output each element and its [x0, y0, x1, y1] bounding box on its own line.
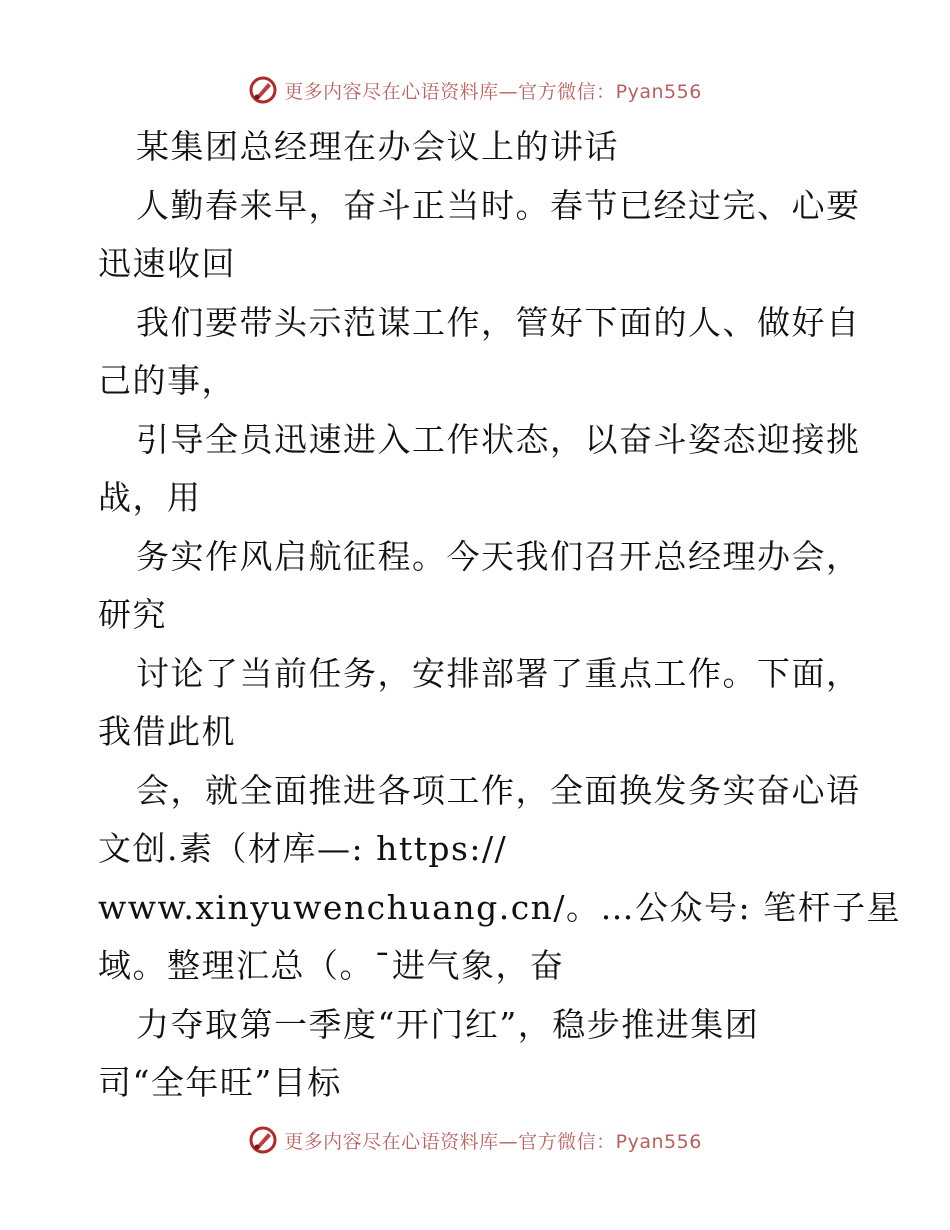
paragraph-line: 己的事， [98, 361, 236, 400]
paragraph-line: 迅速收回 [98, 244, 236, 283]
paragraph-line: 战，用 [98, 478, 202, 517]
paragraph-line: 讨论了当前任务，安排部署了重点工作。下面， [136, 653, 861, 693]
document-title: 某集团总经理在办会议上的讲话 [136, 127, 619, 166]
paragraph-line: 我借此机 [98, 712, 236, 751]
header-watermark-banner [0, 70, 950, 110]
paragraph-line: 引导全员迅速进入工作状态，以奋斗姿态迎接挑 [136, 419, 861, 459]
paragraph-line: 研究 [98, 595, 167, 634]
paragraph-line: 会，就全面推进各项工作，全面换发务实奋心语 [136, 770, 861, 810]
paragraph-line: 司“全年旺”目标 [98, 1063, 342, 1102]
paragraph-line: 人勤春来早，奋斗正当时。春节已经过完、心要 [136, 185, 861, 225]
paragraph-line: 务实作风启航征程。今天我们召开总经理办会， [136, 536, 861, 576]
paragraph-line: 文创.素（材库—: https:// [98, 829, 508, 868]
footer-watermark-banner [0, 1120, 950, 1160]
paragraph-line: 力夺取第一季度“开门红”，稳步推进集团 [136, 1004, 760, 1044]
paragraph-line: 我们要带头示范谋工作，管好下面的人、做好自 [136, 302, 861, 342]
footer-banner-text: 更多内容尽在心语资料库—官方微信：Pyan556 [284, 1130, 702, 1153]
brush-logo-icon [248, 1125, 278, 1155]
paragraph-line: www.xinyuwenchuang.cn/。…公众号: 笔杆子星 [98, 887, 902, 927]
brush-logo-icon [248, 75, 278, 105]
document-body [98, 118, 902, 1113]
header-banner-text: 更多内容尽在心语资料库—官方微信：Pyan556 [284, 80, 702, 103]
paragraph-line: 域。整理汇总（。¯进气象，奋 [98, 946, 565, 985]
